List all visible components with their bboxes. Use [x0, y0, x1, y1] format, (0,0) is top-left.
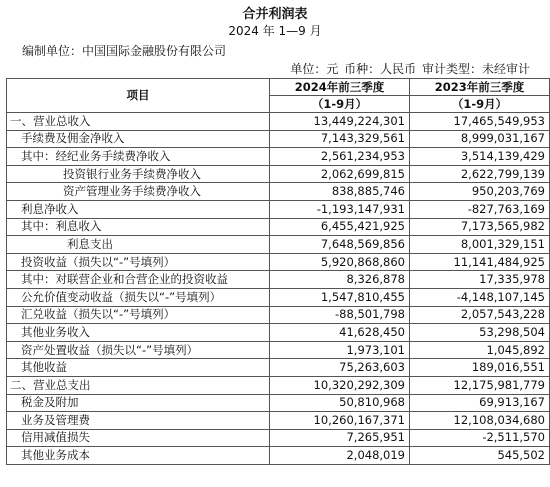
row-label: 一、营业总收入 [7, 113, 270, 131]
table-row [7, 288, 550, 306]
value-2024: 7,265,951 [270, 429, 410, 447]
row-label: 手续费及佣金净收入 [7, 130, 270, 148]
table-header-row [7, 79, 550, 96]
value-2024: 8,326,878 [270, 271, 410, 289]
value-2024: -88,501,798 [270, 306, 410, 324]
value-2023: 2,622,799,139 [410, 165, 550, 183]
table-row [7, 324, 550, 342]
value-2024: 75,263,603 [270, 359, 410, 377]
table-row [7, 165, 550, 183]
table-row [7, 271, 550, 289]
header-item: 项目 [7, 79, 270, 113]
value-2024: 13,449,224,301 [270, 113, 410, 131]
value-2023: 7,173,565,982 [410, 218, 550, 236]
value-2023: 950,203,769 [410, 183, 550, 201]
value-2023: 1,045,892 [410, 341, 550, 359]
table-row [7, 412, 550, 430]
row-label: 资产管理业务手续费净收入 [7, 183, 270, 201]
table-row [7, 253, 550, 271]
table-row [7, 376, 550, 394]
row-label: 利息支出 [7, 236, 270, 254]
header-2024: 2024年前三季度 [270, 79, 410, 96]
table-row [7, 429, 550, 447]
income-statement-table [6, 78, 550, 465]
row-label: 业务及管理费 [7, 412, 270, 430]
table-row [7, 359, 550, 377]
row-label: 其他业务收入 [7, 324, 270, 342]
statement-title: 合并利润表 [242, 7, 308, 22]
table-row [7, 148, 550, 166]
table-row [7, 183, 550, 201]
table-row [7, 130, 550, 148]
value-2023: 3,514,139,429 [410, 148, 550, 166]
row-label: 公允价值变动收益（损失以“-”号填列） [7, 288, 270, 306]
value-2024: 838,885,746 [270, 183, 410, 201]
value-2024: 1,547,810,455 [270, 288, 410, 306]
value-2024: 41,628,450 [270, 324, 410, 342]
table-row [7, 447, 550, 465]
table-row [7, 236, 550, 254]
row-label: 二、营业总支出 [7, 376, 270, 394]
value-2024: 2,048,019 [270, 447, 410, 465]
table-row [7, 113, 550, 131]
value-2024: -1,193,147,931 [270, 200, 410, 218]
header-2023-period: （1-9月） [410, 96, 550, 113]
value-2024: 2,062,699,815 [270, 165, 410, 183]
value-2023: -4,148,107,145 [410, 288, 550, 306]
value-2024: 1,973,101 [270, 341, 410, 359]
value-2023: -2,511,570 [410, 429, 550, 447]
row-label: 其中：经纪业务手续费净收入 [7, 148, 270, 166]
value-2023: 189,016,551 [410, 359, 550, 377]
value-2023: 8,001,329,151 [410, 236, 550, 254]
value-2023: 12,175,981,779 [410, 376, 550, 394]
value-2024: 10,260,167,371 [270, 412, 410, 430]
table-row [7, 200, 550, 218]
table-row [7, 218, 550, 236]
value-2024: 2,561,234,953 [270, 148, 410, 166]
row-label: 投资收益（损失以“-”号填列） [7, 253, 270, 271]
row-label: 资产处置收益（损失以“-”号填列） [7, 341, 270, 359]
value-2023: 545,502 [410, 447, 550, 465]
table-row [7, 394, 550, 412]
value-2024: 7,143,329,561 [270, 130, 410, 148]
row-label: 汇兑收益（损失以“-”号填列） [7, 306, 270, 324]
value-2024: 10,320,292,309 [270, 376, 410, 394]
value-2023: 2,057,543,228 [410, 306, 550, 324]
row-label: 其他业务成本 [7, 447, 270, 465]
value-2023: -827,763,169 [410, 200, 550, 218]
value-2023: 17,465,549,953 [410, 113, 550, 131]
header-2024-period: （1-9月） [270, 96, 410, 113]
table-row [7, 341, 550, 359]
row-label: 其他收益 [7, 359, 270, 377]
value-2024: 5,920,868,860 [270, 253, 410, 271]
value-2024: 7,648,569,856 [270, 236, 410, 254]
statement-period: 2024 年 1—9 月 [228, 24, 322, 38]
row-label: 信用减值损失 [7, 429, 270, 447]
value-2023: 8,999,031,167 [410, 130, 550, 148]
row-label: 税金及附加 [7, 394, 270, 412]
value-2023: 69,913,167 [410, 394, 550, 412]
row-label: 其中：对联营企业和合营企业的投资收益 [7, 271, 270, 289]
value-2024: 50,810,968 [270, 394, 410, 412]
table-row [7, 306, 550, 324]
value-2023: 53,298,504 [410, 324, 550, 342]
row-label: 利息净收入 [7, 200, 270, 218]
row-label: 投资银行业务手续费净收入 [7, 165, 270, 183]
units-line: 单位：元 币种：人民币 审计类型：未经审计 [290, 62, 530, 76]
reporting-entity: 编制单位：中国国际金融股份有限公司 [22, 44, 227, 58]
value-2024: 6,455,421,925 [270, 218, 410, 236]
value-2023: 17,335,978 [410, 271, 550, 289]
value-2023: 11,141,484,925 [410, 253, 550, 271]
header-2023: 2023年前三季度 [410, 79, 550, 96]
value-2023: 12,108,034,680 [410, 412, 550, 430]
row-label: 其中：利息收入 [7, 218, 270, 236]
